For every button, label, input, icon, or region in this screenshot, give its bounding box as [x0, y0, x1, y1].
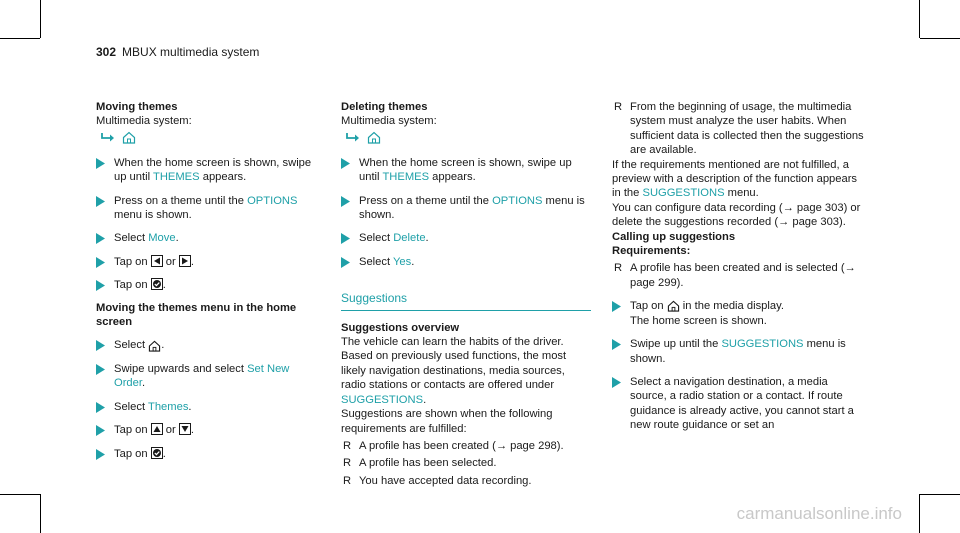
down-arrow-button-icon [179, 423, 191, 435]
step [96, 423, 321, 437]
step-text: Tap on [114, 424, 151, 437]
watermark: carmanualsonline.info [736, 504, 902, 523]
step-text: . [190, 424, 194, 437]
paragraph: You can configure data recording (→ page 303) or delete the suggestions recorded (→ page 303). [612, 201, 861, 229]
bullet-item [341, 474, 591, 488]
paragraph-text: The vehicle can learn the habits of the driver. Based on previously used functions, the most likely navigation destinations, media sources, radio stations or contacts are offered under [341, 336, 567, 392]
step-text: Select [114, 400, 148, 413]
step-text: or [162, 255, 179, 268]
step-arrow-icon [96, 196, 105, 207]
step-arrow-icon [96, 158, 105, 169]
crop-mark [0, 38, 40, 39]
step [341, 156, 591, 185]
step-text: Select [359, 232, 394, 245]
multimedia-system-label: Multimedia system: [96, 115, 192, 128]
step [96, 255, 321, 269]
page-number: 302 [96, 45, 117, 59]
heading-moving-themes-menu: Moving the themes menu in the home screen [96, 301, 297, 329]
step [96, 447, 321, 461]
step [96, 156, 321, 185]
step-text: When the home screen is shown, swipe up until [359, 156, 572, 184]
bullet-text: You have accepted data recording. [359, 474, 532, 487]
heading-moving-themes: Moving themes [96, 101, 178, 113]
suggestions-menu: SUGGESTIONS [642, 187, 725, 200]
step [96, 231, 321, 245]
step-text: Select a navigation destination, a media source, a radio station or a contact. If route guidance is already active, you cannot start a new route guidance or set an [630, 375, 854, 432]
bullet-marker: R [343, 439, 352, 452]
step-arrow-icon [96, 425, 105, 436]
crop-mark [920, 494, 960, 495]
step-text: Tap on [630, 300, 667, 313]
step-text: . [175, 232, 179, 245]
step-arrow-icon [96, 402, 105, 413]
up-arrow-button-icon [151, 423, 163, 435]
step-text: . [190, 255, 194, 268]
step-text: Swipe upwards and select [114, 362, 248, 375]
home-icon [122, 131, 136, 144]
step [341, 255, 591, 269]
step-text: Select [114, 339, 149, 352]
step-text: Tap on [114, 279, 151, 292]
step [341, 194, 591, 223]
paragraph [341, 335, 591, 407]
step-arrow-icon [96, 364, 105, 375]
crop-mark [919, 494, 920, 533]
bullet-marker: R [614, 101, 623, 113]
step-text: appears. [429, 171, 476, 184]
themes-option: Themes [148, 400, 189, 413]
paragraph-text: menu. [724, 187, 759, 200]
column-2 [341, 100, 591, 488]
step [612, 337, 867, 366]
menu-path [345, 129, 591, 147]
step-arrow-icon [341, 196, 350, 207]
crop-mark [920, 38, 960, 39]
step-arrow-icon [96, 233, 105, 244]
step [612, 375, 867, 433]
step-text: When the home screen is shown, swipe up until [114, 156, 312, 184]
step-text: or [162, 424, 179, 437]
step-result-text: The home screen is shown. [630, 314, 767, 327]
step-text: . [411, 255, 415, 268]
column-1 [96, 100, 321, 461]
step-arrow-icon [96, 449, 105, 460]
step [96, 362, 321, 391]
step-text: in the media display. [679, 300, 784, 313]
bullet-marker: R [343, 457, 352, 470]
themes-menu: THEMES [152, 171, 200, 184]
step-arrow-icon [612, 377, 621, 388]
step [96, 338, 321, 352]
bullet-text: A profile has been created (→ page 298). [359, 439, 564, 452]
heading-calling-up-suggestions: Calling up suggestions [612, 230, 736, 243]
paragraph: Suggestions are shown when the following requirements are fulfilled: [341, 408, 553, 435]
step-text: menu is shown. [359, 194, 585, 222]
crop-mark [40, 494, 41, 533]
bullet-text: A profile has been selected. [359, 457, 497, 470]
step-arrow-icon [612, 301, 621, 312]
step-arrow-icon [96, 340, 105, 351]
paragraph-text: If the requirements mentioned are not fulfilled, a preview with a description of the function appears in the [612, 158, 858, 200]
bullet-item [612, 261, 867, 290]
multimedia-system-label: Multimedia system: [341, 115, 437, 128]
move-option: Move [148, 232, 176, 245]
bullet-text: From the beginning of usage, the multimedia system must analyze the user habits. When sufficient data is collected then the suggestions are available. [630, 101, 864, 157]
confirm-check-icon [151, 278, 163, 290]
step-arrow-icon [612, 339, 621, 350]
step-text: appears. [199, 171, 247, 184]
suggestions-menu: SUGGESTIONS [721, 338, 804, 351]
bullet-item [612, 100, 867, 158]
step-text: . [162, 279, 166, 292]
bullet-text: A profile has been created and is selected (→ page 299). [630, 262, 856, 289]
step-text: Select [359, 255, 393, 268]
step-text: . [425, 232, 429, 245]
bullet-marker: R [614, 262, 623, 275]
crop-mark [919, 0, 920, 38]
step-text: Press on a theme until the [359, 194, 493, 207]
step-text: Tap on [114, 447, 151, 460]
paragraph-text: . [423, 393, 427, 406]
heading-requirements: Requirements: [612, 245, 691, 258]
step-text: . [161, 339, 165, 352]
heading-deleting-themes: Deleting themes [341, 101, 428, 113]
paragraph [612, 158, 867, 201]
step-text: . [141, 377, 146, 390]
step-arrow-icon [96, 280, 105, 291]
step-text: Tap on [114, 255, 151, 268]
heading-suggestions-overview: Suggestions overview [341, 321, 460, 334]
menu-path [100, 129, 321, 147]
options-menu: OPTIONS [492, 194, 543, 207]
crop-mark [0, 494, 40, 495]
yes-option: Yes [393, 255, 412, 268]
step-text: Press on a theme until the [114, 194, 248, 207]
bullet-item [341, 456, 591, 470]
options-menu: OPTIONS [247, 194, 298, 207]
home-icon [667, 300, 680, 312]
step [96, 194, 321, 223]
step-arrow-icon [96, 257, 105, 268]
step [612, 299, 867, 328]
step-text: Select [114, 232, 149, 245]
step-text: . [162, 447, 166, 460]
step-text: menu is shown. [114, 209, 192, 222]
step [96, 400, 321, 414]
step [341, 231, 591, 245]
left-arrow-button-icon [151, 255, 163, 267]
section-title-suggestions: Suggestions [341, 291, 591, 310]
page-header-title: MBUX multimedia system [122, 45, 260, 59]
step-text: menu is shown. [630, 338, 846, 365]
step-text: Swipe up until the [630, 338, 722, 351]
delete-option: Delete [393, 232, 426, 245]
step-arrow-icon [341, 158, 350, 169]
themes-menu: THEMES [382, 171, 430, 184]
set-new-order-option: Set New Order [114, 362, 290, 390]
page-header [96, 45, 259, 59]
home-icon [148, 340, 161, 352]
bullet-item [341, 439, 591, 453]
path-arrow-icon [345, 132, 361, 144]
column-3 [612, 100, 867, 433]
right-arrow-button-icon [179, 255, 191, 267]
step-arrow-icon [341, 257, 350, 268]
confirm-check-icon [151, 447, 163, 459]
bullet-marker: R [343, 474, 352, 487]
step-text: . [188, 400, 192, 413]
path-arrow-icon [100, 132, 116, 144]
home-icon [367, 131, 381, 144]
step-arrow-icon [341, 233, 350, 244]
suggestions-menu: SUGGESTIONS [341, 393, 424, 406]
crop-mark [40, 0, 41, 38]
step [96, 278, 321, 292]
